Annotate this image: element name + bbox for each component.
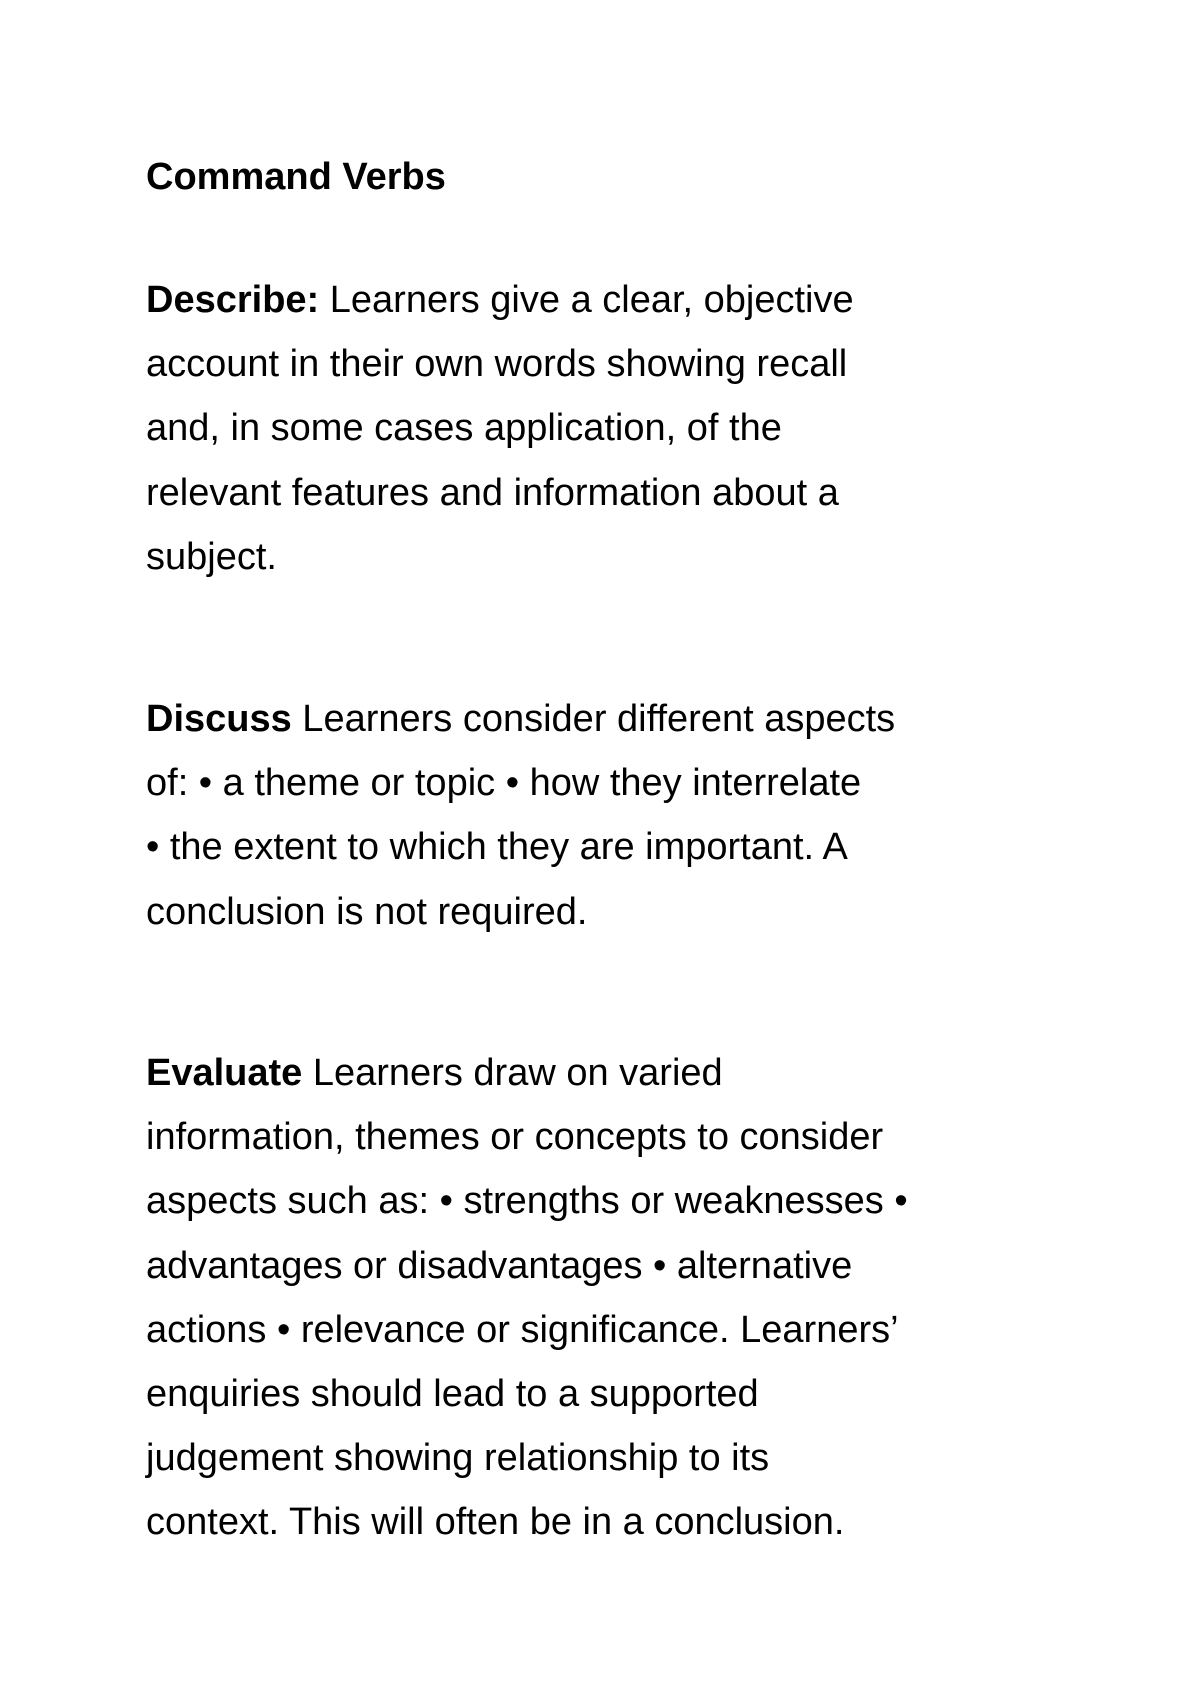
definition-text: relevant features and information about a <box>146 471 839 514</box>
definition-text: of: • a theme or topic • how they interrelate <box>146 762 862 805</box>
definition-text: information, themes or concepts to consider <box>146 1116 884 1159</box>
definition-text: context. This will often be in a conclusion. <box>146 1501 845 1544</box>
definition-text: aspects such as: • strengths or weaknesses • <box>146 1180 908 1223</box>
definition-text: advantages or disadvantages • alternative <box>146 1244 853 1287</box>
section-evaluate <box>146 1041 1046 1555</box>
section-discuss <box>146 687 1046 944</box>
definition-text: Learners draw on varied <box>302 1052 723 1094</box>
definition-text: enquiries should lead to a supported <box>146 1373 759 1416</box>
section-line <box>146 1041 1046 1105</box>
section-line <box>146 268 1046 332</box>
definition-text: Learners give a clear, objective <box>319 279 854 321</box>
definition-text: • the extent to which they are important. A <box>146 826 848 869</box>
term-evaluate: Evaluate <box>146 1052 303 1094</box>
term-discuss: Discuss <box>146 698 292 740</box>
definition-text: Learners consider different aspects <box>291 698 896 740</box>
section-describe <box>146 268 1046 589</box>
definition-text: and, in some cases application, of the <box>146 407 782 450</box>
definition-text: conclusion is not required. <box>146 890 588 933</box>
definition-text: subject. <box>146 535 277 578</box>
term-describe: Describe: <box>146 279 320 321</box>
definition-text: judgement showing relationship to its <box>146 1437 770 1480</box>
definition-text: actions • relevance or significance. Learners’ <box>146 1308 899 1351</box>
page-title: Command Verbs <box>146 156 446 198</box>
definition-text: account in their own words showing recall <box>146 343 848 386</box>
section-line <box>146 687 1046 751</box>
